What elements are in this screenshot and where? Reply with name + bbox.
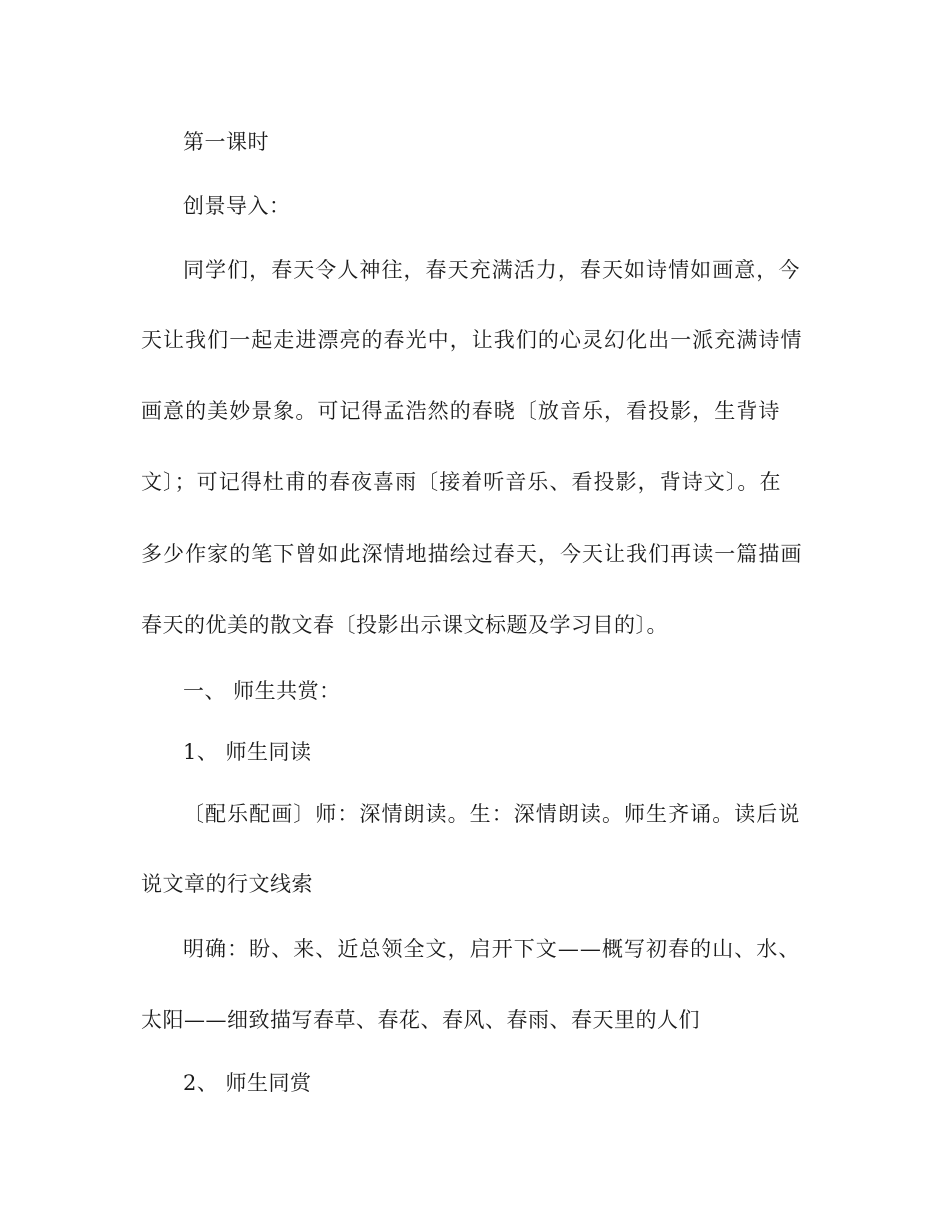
paragraph-line: 说文章的行文线索 — [141, 872, 313, 896]
subsection-heading: 2、 师生同赏 — [183, 1071, 312, 1095]
paragraph-line: 画意的美妙景象。可记得孟浩然的春晓〔放音乐，看投影，生背诗 — [141, 399, 781, 423]
paragraph-line: 天让我们一起走进漂亮的春光中，让我们的心灵幻化出一派充满诗情 — [141, 328, 803, 352]
section-heading: 一、 师生共赏： — [183, 679, 341, 703]
lesson-heading: 第一课时 — [183, 130, 269, 154]
paragraph-line: 多少作家的笔下曾如此深情地描绘过春天，今天让我们再读一篇描画 — [141, 542, 803, 566]
section-intro-label: 创景导入： — [183, 194, 291, 218]
paragraph-line: 〔配乐配画〕师：深情朗读。生：深情朗读。师生齐诵。读后说 — [183, 802, 801, 826]
paragraph-line: 太阳——细致描写春草、春花、春风、春雨、春天里的人们 — [141, 1008, 700, 1032]
paragraph-line: 明确：盼、来、近总领全文，启开下文——概写初春的山、水、 — [183, 937, 801, 961]
subsection-heading: 1、 师生同读 — [183, 740, 312, 764]
paragraph-line: 同学们，春天令人神往，春天充满活力，春天如诗情如画意，今 — [183, 258, 801, 282]
paragraph-line: 文〕；可记得杜甫的春夜喜雨〔接着听音乐、看投影，背诗文〕。在 — [141, 470, 782, 494]
paragraph-line: 春天的优美的散文春〔投影出示课文标题及学习目的〕。 — [141, 613, 668, 637]
